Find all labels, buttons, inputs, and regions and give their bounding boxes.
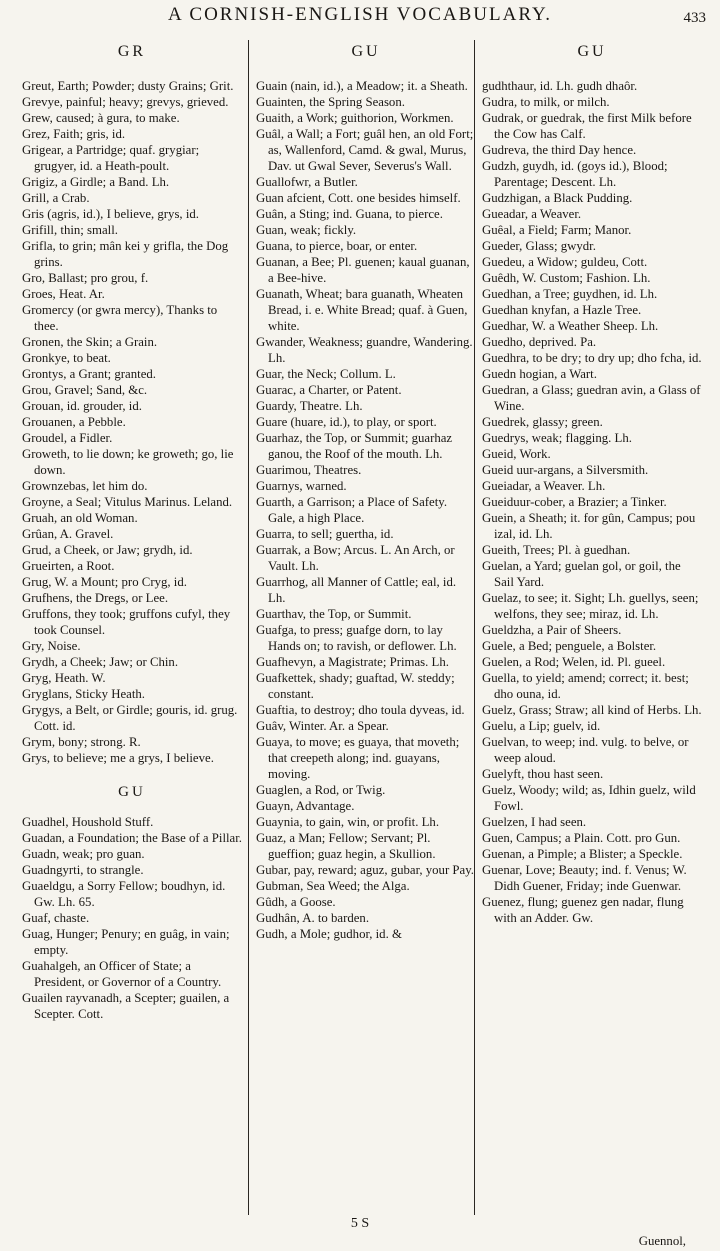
vocabulary-entry: Guedrys, weak; flagging. Lh. [482, 431, 632, 445]
vocabulary-entry: Gueiadar, a Weaver. Lh. [482, 479, 606, 493]
vocabulary-entry: Guaglen, a Rod, or Twig. [256, 783, 386, 797]
vocabulary-entry: Guafhevyn, a Magistrate; Primas. Lh. [256, 655, 449, 669]
column-2 [256, 44, 476, 942]
vocabulary-entry: Guarthav, the Top, or Summit. [256, 607, 412, 621]
column-heading: GU [351, 43, 381, 60]
vocabulary-entry: Grownzebas, let him do. [22, 479, 148, 493]
vocabulary-entry: Gueid uur-argans, a Silversmith. [482, 463, 649, 477]
vocabulary-entry: Guarrhog, all Manner of Cattle; eal, id. Lh. [256, 575, 457, 605]
vocabulary-entry: Gro, Ballast; pro grou, f. [22, 271, 149, 285]
vocabulary-entry: Guarac, a Charter, or Patent. [256, 383, 402, 397]
vocabulary-entry: Greut, Earth; Powder; dusty Grains; Grit. [22, 79, 234, 93]
vocabulary-entry: Guar, the Neck; Collum. L. [256, 367, 396, 381]
vocabulary-entry: Gubman, Sea Weed; the Alga. [256, 879, 410, 893]
vocabulary-entry: Guan afcient, Cott. one besides himself. [256, 191, 461, 205]
vocabulary-entry: Gueid, Work. [482, 447, 551, 461]
vocabulary-entry: Gruffons, they took; gruffons cufyl, they took Counsel. [22, 607, 231, 637]
vocabulary-entry: Gubar, pay, reward; aguz, gubar, your Pay. [256, 863, 474, 877]
vocabulary-entry: Grouanen, a Pebble. [22, 415, 126, 429]
vocabulary-entry: Guelyft, thou hast seen. [482, 767, 604, 781]
vocabulary-entry: Gueder, Glass; gwydr. [482, 239, 596, 253]
vocabulary-entry: Guaz, a Man; Fellow; Servant; Pl. gueffion; guaz hegin, a Skullion. [256, 831, 436, 861]
vocabulary-entry: Gris (agris, id.), I believe, grys, id. [22, 207, 199, 221]
vocabulary-entry: Gueith, Trees; Pl. à guedhan. [482, 543, 631, 557]
vocabulary-entry: Guedn hogian, a Wart. [482, 367, 597, 381]
vocabulary-entry: Grifill, thin; small. [22, 223, 118, 237]
vocabulary-entry: Groes, Heat. Ar. [22, 287, 105, 301]
vocabulary-entry: gudhthaur, id. Lh. gudh dhaôr. [482, 79, 638, 93]
vocabulary-entry: Guele, a Bed; penguele, a Bolster. [482, 639, 657, 653]
vocabulary-entry: Guelzen, I had seen. [482, 815, 587, 829]
vocabulary-entry: Gudh, a Mole; gudhor, id. & [256, 927, 402, 941]
vocabulary-entry: Guâl, a Wall; a Fort; guâl hen, an old Fort; as, Wallenford, Camd. & gwal, Murus, Dav. ut Gwal Sever, Severus's Wall. [256, 127, 474, 173]
vocabulary-entry: Guelu, a Lip; guelv, id. [482, 719, 601, 733]
vocabulary-entry: Gryg, Heath. W. [22, 671, 106, 685]
vocabulary-entry: Guarrak, a Bow; Arcus. L. An Arch, or Vault. Lh. [256, 543, 455, 573]
vocabulary-entry: Guainten, the Spring Season. [256, 95, 405, 109]
vocabulary-entry: Guare (huare, id.), to play, or sport. [256, 415, 437, 429]
vocabulary-entry: Guallofwr, a Butler. [256, 175, 358, 189]
vocabulary-entry: Grud, a Cheek, or Jaw; grydh, id. [22, 543, 193, 557]
vocabulary-entry: Guaya, to move; es guaya, that moveth; that creepeth along; ind. guayans, moving. [256, 735, 460, 781]
vocabulary-entry: Guenar, Love; Beauty; ind. f. Venus; W. Didh Guener, Friday; inde Guenwar. [482, 863, 687, 893]
vocabulary-entry: Guadan, a Foundation; the Base of a Pillar. [22, 831, 242, 845]
vocabulary-entry: Grouan, id. grouder, id. [22, 399, 142, 413]
vocabulary-entry: Guedhar, W. a Weather Sheep. Lh. [482, 319, 659, 333]
vocabulary-entry: Gudzh, guydh, id. (goys id.), Blood; Parentage; Descent. Lh. [482, 159, 668, 189]
vocabulary-entry: Guen, Campus; a Plain. Cott. pro Gun. [482, 831, 681, 845]
vocabulary-entry: Guân, a Sting; ind. Guana, to pierce. [256, 207, 443, 221]
vocabulary-entry: Guadhel, Houshold Stuff. [22, 815, 154, 829]
vocabulary-entry: Guana, to pierce, boar, or enter. [256, 239, 418, 253]
vocabulary-entry: Gronkye, to beat. [22, 351, 111, 365]
vocabulary-entry: Gronen, the Skin; a Grain. [22, 335, 158, 349]
vocabulary-entry: Gudhân, A. to barden. [256, 911, 370, 925]
vocabulary-entry: Guaf, chaste. [22, 911, 90, 925]
vocabulary-entry: Guan, weak; fickly. [256, 223, 357, 237]
vocabulary-entry: Guafga, to press; guafge dorn, to lay Hands on; to ravish, or deflower. Lh. [256, 623, 457, 653]
vocabulary-entry: Guedhan, a Tree; guydhen, id. Lh. [482, 287, 658, 301]
vocabulary-entry: Guedho, deprived. Pa. [482, 335, 597, 349]
vocabulary-entry: Grevye, painful; heavy; grevys, grieved. [22, 95, 229, 109]
vocabulary-entry: Grez, Faith; gris, id. [22, 127, 126, 141]
vocabulary-entry: Guêdh, W. Custom; Fashion. Lh. [482, 271, 651, 285]
vocabulary-entry: Guarra, to sell; guertha, id. [256, 527, 394, 541]
vocabulary-entry: Gueiduur-cober, a Brazier; a Tinker. [482, 495, 667, 509]
vocabulary-entry: Grew, caused; à gura, to make. [22, 111, 180, 125]
column-1 [22, 44, 242, 1022]
entry-list [256, 78, 476, 942]
vocabulary-entry: Gromercy (or gwra mercy), Thanks to thee. [22, 303, 218, 333]
vocabulary-entry: Grontys, a Grant; granted. [22, 367, 156, 381]
vocabulary-entry: Grufhens, the Dregs, or Lee. [22, 591, 169, 605]
vocabulary-entry: Groyne, a Seal; Vitulus Marinus. Leland. [22, 495, 233, 509]
vocabulary-entry: Grou, Gravel; Sand, &c. [22, 383, 148, 397]
vocabulary-entry: Guein, a Sheath; it. for gûn, Campus; pou izal, id. Lh. [482, 511, 696, 541]
vocabulary-entry: Guarnys, warned. [256, 479, 347, 493]
vocabulary-entry: Grueirten, a Root. [22, 559, 115, 573]
vocabulary-entry: Gruah, an old Woman. [22, 511, 138, 525]
vocabulary-entry: Guayn, Advantage. [256, 799, 355, 813]
vocabulary-entry: Guafkettek, shady; guaftad, W. steddy; constant. [256, 671, 455, 701]
catchword: Guennol, [638, 1234, 686, 1248]
signature-mark: 5 S [350, 1216, 370, 1231]
vocabulary-entry: Guelen, a Rod; Welen, id. Pl. gueel. [482, 655, 666, 669]
vocabulary-entry: Guaynia, to gain, win, or profit. Lh. [256, 815, 440, 829]
vocabulary-entry: Guag, Hunger; Penury; en guâg, in vain; empty. [22, 927, 230, 957]
vocabulary-entry: Gueldzha, a Pair of Sheers. [482, 623, 622, 637]
page-number: 433 [683, 10, 706, 26]
vocabulary-entry: Guailen rayvanadh, a Scepter; guailen, a Scepter. Cott. [22, 991, 230, 1021]
vocabulary-entry: Guarimou, Theatres. [256, 463, 362, 477]
vocabulary-entry: Guêal, a Field; Farm; Manor. [482, 223, 632, 237]
vocabulary-entry: Guelan, a Yard; guelan gol, or goil, the Sail Yard. [482, 559, 681, 589]
vocabulary-entry: Guâv, Winter. Ar. a Spear. [256, 719, 389, 733]
vocabulary-entry: Guedhan knyfan, a Hazle Tree. [482, 303, 642, 317]
vocabulary-entry: Guardy, Theatre. Lh. [256, 399, 363, 413]
vocabulary-entry: Guelaz, to see; it. Sight; Lh. guellys, seen; welfons, they see; miraz, id. Lh. [482, 591, 699, 621]
column-heading: GR [117, 43, 147, 60]
column-heading: GU [577, 43, 607, 60]
entry-list [482, 78, 702, 926]
vocabulary-entry: Guarth, a Garrison; a Place of Safety. Gale, a high Place. [256, 495, 448, 525]
vocabulary-entry: Gwander, Weakness; guandre, Wandering. Lh. [256, 335, 473, 365]
entry-list [22, 78, 242, 766]
vocabulary-entry: Guaftia, to destroy; dho toula dyveas, id. [256, 703, 465, 717]
vocabulary-entry: Grygys, a Belt, or Girdle; gouris, id. grug. Cott. id. [22, 703, 238, 733]
vocabulary-entry: Grys, to believe; me a grys, I believe. [22, 751, 214, 765]
vocabulary-entry: Guain (nain, id.), a Meadow; it. a Sheath. [256, 79, 468, 93]
vocabulary-entry: Guanan, a Bee; Pl. guenen; kaual guanan, a Bee-hive. [256, 255, 470, 285]
vocabulary-entry: Guaith, a Work; guithorion, Workmen. [256, 111, 454, 125]
vocabulary-entry: Guenez, flung; guenez gen nadar, flung with an Adder. Gw. [482, 895, 684, 925]
vocabulary-entry: Groudel, a Fidler. [22, 431, 113, 445]
vocabulary-entry: Grigear, a Partridge; quaf. grygiar; grugyer, id. a Heath-poult. [22, 143, 200, 173]
vocabulary-entry: Gry, Noise. [22, 639, 81, 653]
vocabulary-entry: Grydh, a Cheek; Jaw; or Chin. [22, 655, 179, 669]
vocabulary-entry: Guedran, a Glass; guedran avin, a Glass of Wine. [482, 383, 701, 413]
vocabulary-entry: Grifla, to grin; mân kei y grifla, the Dog grins. [22, 239, 229, 269]
vocabulary-entry: Gudzhigan, a Black Pudding. [482, 191, 633, 205]
page-title: A CORNISH-ENGLISH VOCABULARY. [167, 4, 553, 25]
column-3 [482, 44, 702, 926]
vocabulary-entry: Guelvan, to weep; ind. vulg. to belve, or weep aloud. [482, 735, 689, 765]
vocabulary-entry: Gûdh, a Goose. [256, 895, 336, 909]
vocabulary-entry: Grym, bony; strong. R. [22, 735, 141, 749]
vocabulary-entry: Guadn, weak; pro guan. [22, 847, 145, 861]
vocabulary-entry: Grigiz, a Girdle; a Band. Lh. [22, 175, 170, 189]
vocabulary-entry: Grug, W. a Mount; pro Cryg, id. [22, 575, 187, 589]
vocabulary-entry: Groweth, to lie down; ke groweth; go, lie down. [22, 447, 234, 477]
vocabulary-entry: Guelz, Woody; wild; as, Idhin guelz, wild Fowl. [482, 783, 696, 813]
vocabulary-entry: Gudrak, or guedrak, the first Milk before the Cow has Calf. [482, 111, 692, 141]
vocabulary-entry: Guadngyrti, to strangle. [22, 863, 144, 877]
vocabulary-entry: Guahalgeh, an Officer of State; a President, or Governor of a Country. [22, 959, 222, 989]
vocabulary-entry: Guedhra, to be dry; to dry up; dho fcha, id. [482, 351, 702, 365]
section-subheading: GU [118, 784, 146, 800]
vocabulary-entry: Grûan, A. Gravel. [22, 527, 114, 541]
vocabulary-entry: Gryglans, Sticky Heath. [22, 687, 145, 701]
column-rule-1 [248, 40, 249, 1215]
vocabulary-entry: Guanath, Wheat; bara guanath, Wheaten Bread, i. e. White Bread; quaf. à Guen, white. [256, 287, 468, 333]
vocabulary-entry: Guedeu, a Widow; guldeu, Cott. [482, 255, 648, 269]
vocabulary-entry: Gudra, to milk, or milch. [482, 95, 610, 109]
vocabulary-entry: Guenan, a Pimple; a Blister; a Speckle. [482, 847, 683, 861]
vocabulary-entry: Guella, to yield; amend; correct; it. best; dho ouna, id. [482, 671, 689, 701]
vocabulary-entry: Grill, a Crab. [22, 191, 90, 205]
vocabulary-entry: Guaeldgu, a Sorry Fellow; boudhyn, id. Gw. Lh. 65. [22, 879, 226, 909]
vocabulary-entry: Gudreva, the third Day hence. [482, 143, 637, 157]
vocabulary-entry: Guarhaz, the Top, or Summit; guarhaz ganou, the Roof of the mouth. Lh. [256, 431, 453, 461]
entry-list [22, 814, 242, 1022]
vocabulary-entry: Guedrek, glassy; green. [482, 415, 603, 429]
vocabulary-entry: Guelz, Grass; Straw; all kind of Herbs. Lh. [482, 703, 702, 717]
vocabulary-entry: Gueadar, a Weaver. [482, 207, 582, 221]
